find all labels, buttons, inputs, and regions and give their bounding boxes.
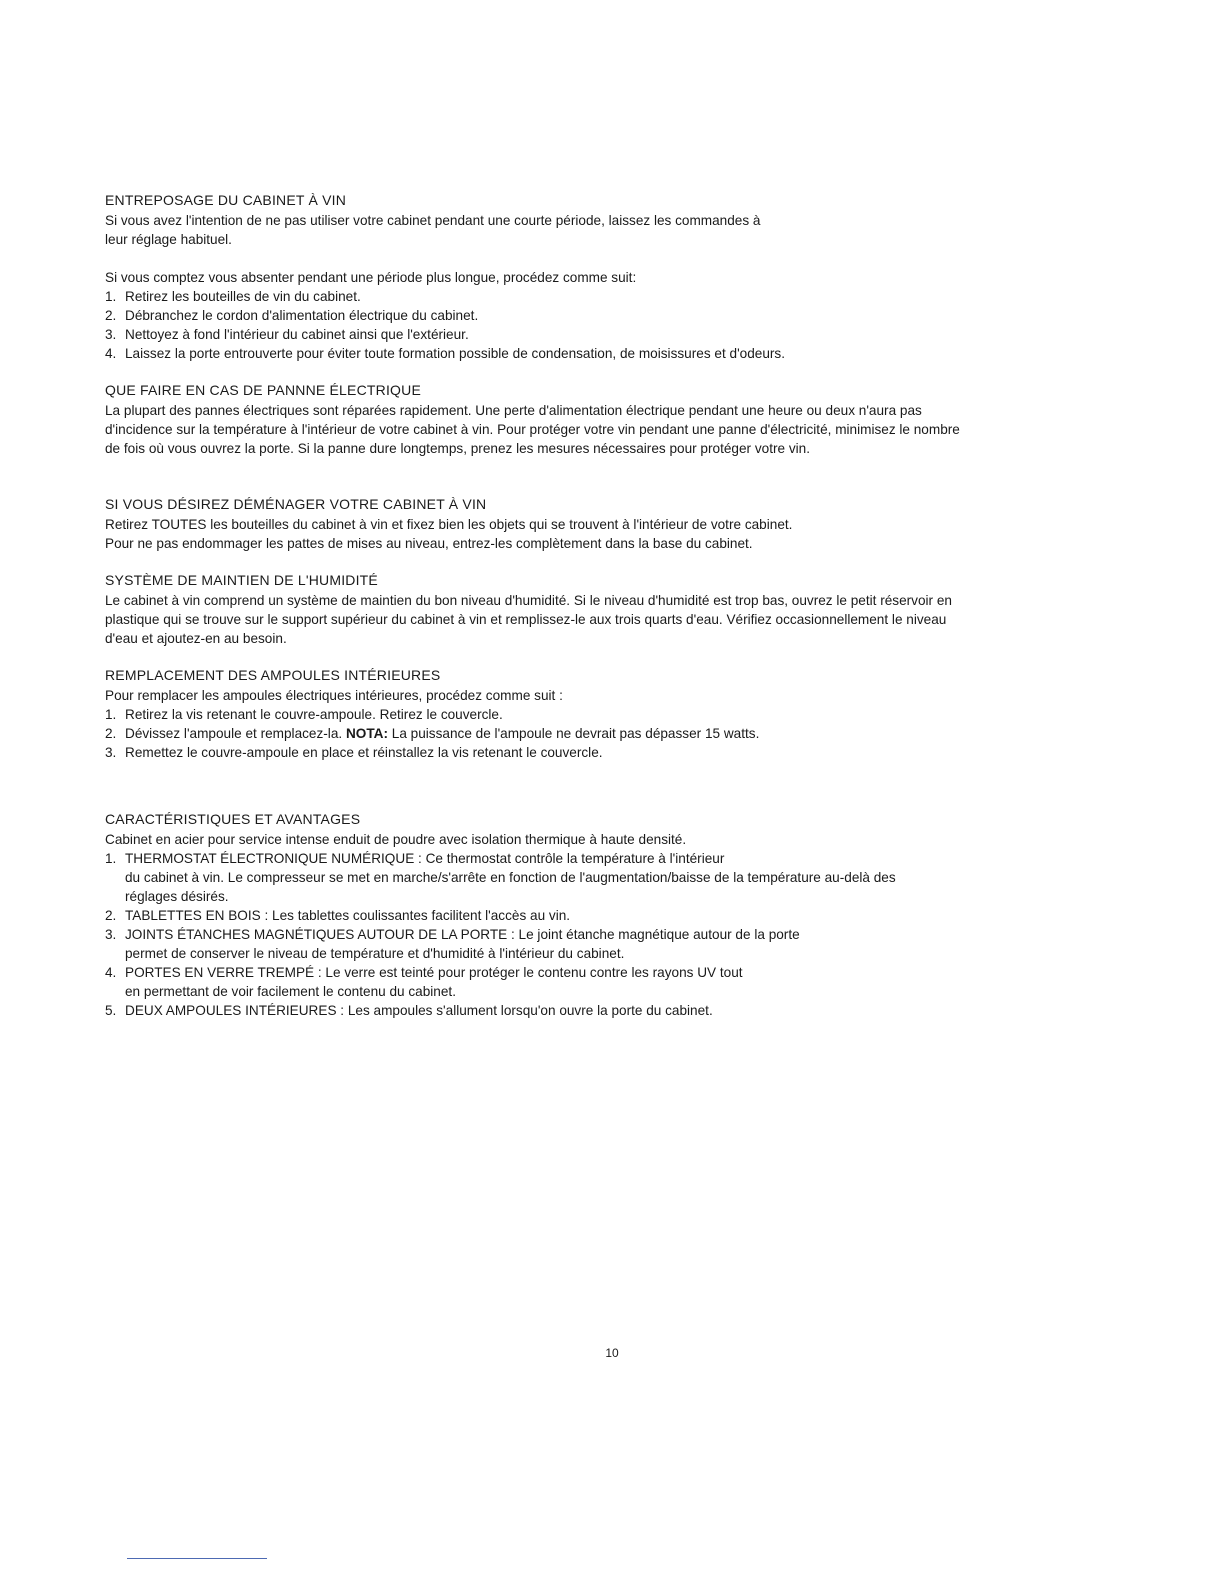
bulbs-intro: Pour remplacer les ampoules électriques intérieures, procédez comme suit : xyxy=(105,688,563,703)
storage-long-intro: Si vous comptez vous absenter pendant une période plus longue, procédez comme suit: xyxy=(105,270,637,285)
list-item: 1. Retirez la vis retenant le couvre-ampoule. Retirez le couvercle. xyxy=(105,707,503,722)
section-bulbs xyxy=(105,666,975,762)
storage-steps xyxy=(105,287,975,363)
power-failure-text: La plupart des pannes électriques sont réparées rapidement. Une perte d'alimentation électrique pendant une heure ou deux n'aura pas d'incidence sur la température à l'intérieur de votre cabinet à vin. Pour protéger votre vin pendant une panne d'électricité, minimisez le nombre de fois où vous ouvrez la porte. Si la panne dure longtemps, prenez les mesures nécessaires pour protéger votre vin. xyxy=(105,403,960,456)
list-item: 1. THERMOSTAT ÉLECTRONIQUE NUMÉRIQUE : Ce thermostat contrôle la température à l'intérieur du cabinet à vin. Le compresseur se met en marche/s'arrête en fonction de l'augmentation/baisse de la température au-delà des réglages désirés. xyxy=(105,851,896,904)
list-item: 3. Nettoyez à fond l'intérieur du cabinet ainsi que l'extérieur. xyxy=(105,327,469,342)
footer-rule xyxy=(127,1558,267,1559)
moving-line-2: Pour ne pas endommager les pattes de mises au niveau, entrez-les complètement dans la base du cabinet. xyxy=(105,536,753,551)
features-intro: Cabinet en acier pour service intense enduit de poudre avec isolation thermique à haute densité. xyxy=(105,832,687,847)
heading-humidity: SYSTÈME DE MAINTIEN DE L'HUMIDITÉ xyxy=(105,572,378,588)
humidity-text: Le cabinet à vin comprend un système de maintien du bon niveau d'humidité. Si le niveau d'humidité est trop bas, ouvrez le petit réservoir en plastique qui se trouve sur le support supérieur du cabinet à vin et remplissez-le aux trois quarts d'eau. Vérifiez occasionnellement le niveau d'eau et ajoutez-en au besoin. xyxy=(105,593,952,646)
list-item: 4. PORTES EN VERRE TREMPÉ : Le verre est teinté pour protéger le contenu contre les rayons UV tout en permettant de voir facilement le contenu du cabinet. xyxy=(105,965,743,999)
section-power-failure xyxy=(105,381,975,458)
list-item: 2. TABLETTES EN BOIS : Les tablettes coulissantes facilitent l'accès au vin. xyxy=(105,908,571,923)
heading-features: CARACTÉRISTIQUES ET AVANTAGES xyxy=(105,811,361,827)
heading-bulbs: REMPLACEMENT DES AMPOULES INTÉRIEURES xyxy=(105,667,441,683)
list-item: 2. Dévissez l'ampoule et remplacez-la. NOTA: La puissance de l'ampoule ne devrait pas dépasser 15 watts. xyxy=(105,726,760,741)
list-item: 5. DEUX AMPOULES INTÉRIEURES : Les ampoules s'allument lorsqu'on ouvre la porte du cabinet. xyxy=(105,1003,713,1018)
heading-storage: ENTREPOSAGE DU CABINET À VIN xyxy=(105,192,347,208)
section-storage xyxy=(105,191,975,363)
section-moving xyxy=(105,495,975,553)
heading-power-failure: QUE FAIRE EN CAS DE PANNNE ÉLECTRIQUE xyxy=(105,382,421,398)
list-item: 1. Retirez les bouteilles de vin du cabinet. xyxy=(105,289,361,304)
list-item: 2. Débranchez le cordon d'alimentation électrique du cabinet. xyxy=(105,308,479,323)
list-item: 4. Laissez la porte entrouverte pour éviter toute formation possible de condensation, de moisissures et d'odeurs. xyxy=(105,346,786,361)
heading-moving: SI VOUS DÉSIREZ DÉMÉNAGER VOTRE CABINET À VIN xyxy=(105,496,487,512)
section-features xyxy=(105,810,945,1020)
section-humidity xyxy=(105,571,975,648)
nota-label: NOTA: xyxy=(345,726,388,741)
page-number: 10 xyxy=(605,1346,619,1360)
storage-intro: Si vous avez l'intention de ne pas utiliser votre cabinet pendant une courte période, laissez les commandes à leur réglage habituel. xyxy=(105,213,761,247)
moving-line-1: Retirez TOUTES les bouteilles du cabinet à vin et fixez bien les objets qui se trouvent à l'intérieur de votre cabinet. xyxy=(105,517,793,532)
list-item: 3. JOINTS ÉTANCHES MAGNÉTIQUES AUTOUR DE LA PORTE : Le joint étanche magnétique autour de la porte permet de conserver le niveau de température et d'humidité à l'intérieur du cabinet. xyxy=(105,927,800,961)
list-item: 3. Remettez le couvre-ampoule en place et réinstallez la vis retenant le couvercle. xyxy=(105,745,603,760)
